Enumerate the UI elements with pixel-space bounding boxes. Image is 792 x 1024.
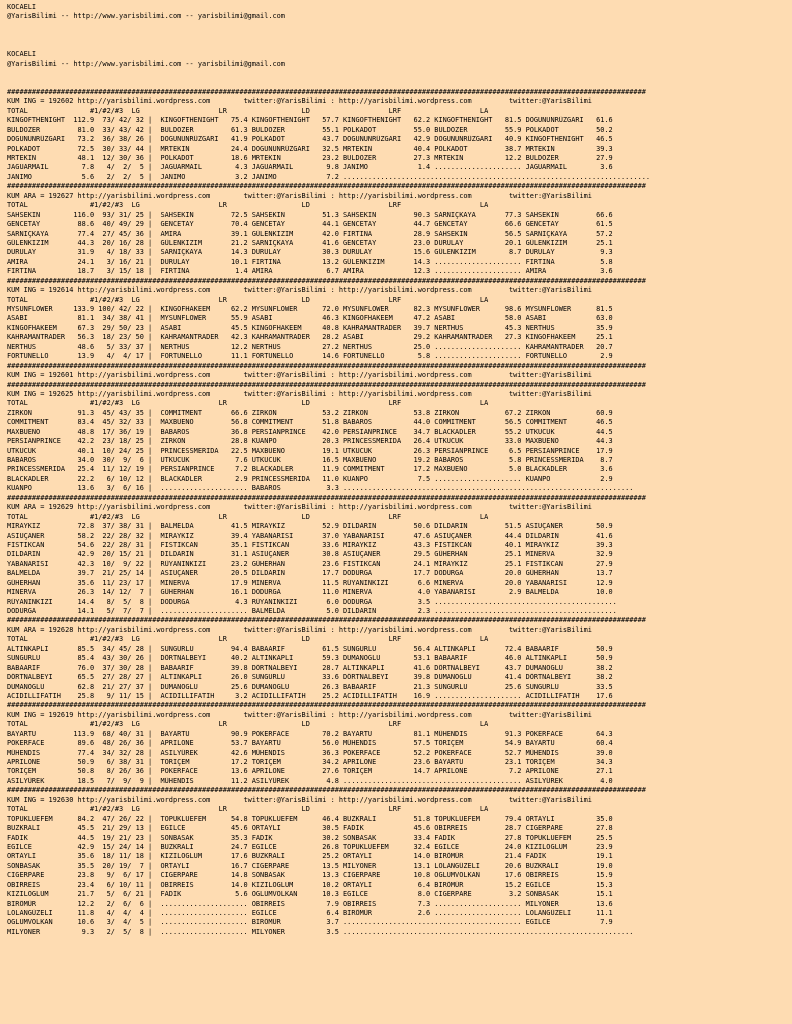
text-line: ZIRKON 91.3 45/ 43/ 35 | COMMITMENT 66.6 ZIRKON 53.2 ZIRKON 53.8 ZIRKON 67.2 ZIRKON 60.9 bbox=[7, 408, 613, 417]
text-line: FADIK 44.5 19/ 21/ 23 | SONBASAK 35.3 FADIK 30.2 SONBASAK 33.4 FADIK 27.8 TOPUKLUEFEM 25.5 bbox=[7, 833, 613, 842]
text-line: ########################################################################################################################################################## bbox=[7, 361, 646, 370]
text-line: DUMANOGLU 62.8 21/ 27/ 37 | DUMANOGLU 25.6 DUMANOGLU 26.3 BABAARIF 21.3 SUNGURLU 25.6 SUNGURLU 33.5 bbox=[7, 682, 613, 691]
text-line: LOLANGÜZELI 11.8 4/ 4/ 4 | ..................... EGILCE 6.4 BIRÖMÜR 2.6 ..................... LOLANGÜZELI 11.1 bbox=[7, 909, 613, 917]
text-line: BULDOZER 81.0 33/ 43/ 42 | BULDOZER 61.3 BULDOZER 55.1 POLKADOT 55.0 BULDOZER 55.9 POLKADOT 50.2 bbox=[7, 125, 613, 134]
text-line: DODURGA 14.1 5/ 7/ 7 | ..................... BALMELDA 5.0 DILDARIN 2.3 ............................................ bbox=[7, 607, 617, 615]
text-line: GENCETAY 88.6 40/ 49/ 29 | GENCETAY 70.4 GENCETAY 44.1 GENCETAY 44.7 GENCETAY 66.6 GENCETAY 61.5 bbox=[7, 220, 613, 229]
text-line: GÜLENKIZIM 44.3 20/ 16/ 28 | GÜLENKIZIM 21.2 SARNIÇKAYA 41.6 GENCETAY 23.0 DURULAY 20.1 GÜLENKIZIM 25.1 bbox=[7, 238, 613, 247]
text-line: KUM ING = 192614 http://yarisbilimi.wordpress.com twitter:@YarisBilimi : http://yarisbilimi.wordpress.com twitter:@YarisBilimi bbox=[7, 286, 592, 295]
text-line: TOTAL #1/#2/#3 LG LR LD LRF LA bbox=[7, 635, 489, 644]
text-line: DÖRTNALBEYI 65.5 27/ 28/ 27 | ALTINKAPLI 26.0 SUNGURLU 33.6 DÖRTNALBEYI 39.8 DUMANOGLU 41.4 DÖRTNALBEYI 38.2 bbox=[7, 673, 613, 682]
text-line: MILYONER 9.3 2/ 5/ 8 | ..................... MILYONER 3.5 ...................................................................... bbox=[7, 927, 634, 936]
text-line: TOTAL #1/#2/#3 LG LR LD LRF LA bbox=[7, 295, 489, 304]
text-line: APRILONE 50.9 6/ 38/ 31 | TORIÇEM 17.2 TORIÇEM 34.2 APRILONE 23.6 BAYARTU 23.1 TORIÇEM 34.3 bbox=[7, 758, 613, 766]
text-line: TORIÇEM 50.8 8/ 26/ 36 | POKERFACE 13.6 APRILONE 27.6 TORIÇEM 14.7 APRILONE 7.2 APRILONE 27.1 bbox=[7, 767, 613, 776]
text-line bbox=[7, 41, 792, 50]
text-line: KOCAELI bbox=[7, 50, 37, 59]
text-line: SARNIÇKAYA 77.4 27/ 45/ 36 | AMIRA 39.1 GÜLENKIZIM 42.0 FIRTINA 28.9 SAHSEKIN 56.5 SARNIÇKAYA 57.2 bbox=[7, 229, 613, 238]
text-line: TOTAL #1/#2/#3 LG LR LD LRF LA bbox=[7, 720, 489, 729]
text-line: ########################################################################################################################################################## bbox=[7, 182, 646, 191]
text-line: JANIMO 5.6 2/ 2/ 5 | JANIMO 3.2 JANIMO 7.2 .......................................................................... bbox=[7, 172, 651, 181]
text-line: ########################################################################################################################################################## bbox=[7, 276, 646, 285]
text-line: BAYARTU 113.9 68/ 40/ 31 | BAYARTU 90.9 POKERFACE 70.2 BAYARTU 81.1 MÜHENDIS 91.3 POKERFACE 64.3 bbox=[7, 729, 613, 738]
text-line: KINGOFHAKEEM 67.3 29/ 50/ 23 | ASABI 45.5 KINGOFHAKEEM 40.8 KAHRAMANTRADER 39.7 NERTHUS 45.3 NERTHUS 35.9 bbox=[7, 323, 613, 332]
text-line: ASABI 81.1 34/ 38/ 41 | MYSUNFLOWER 55.9 ASABI 46.3 KINGOFHAKEEM 47.2 ASABI 58.0 ASABI 63.0 bbox=[7, 314, 613, 323]
text-line: DOGUNUNRÜZGARI 73.2 36/ 38/ 26 | DOGUNUNRÜZGARI 41.9 POLKADOT 43.7 DOGUNUNRÜZGARI 42.9 DOGUNUNRÜZGARI 40.9 KINGOFTHENIGHT 46.5 bbox=[7, 135, 613, 144]
text-line: ALTINKAPLI 85.5 34/ 45/ 28 | SUNGURLU 94.4 BABAARIF 61.5 SUNGURLU 56.4 ALTINKAPLI 72.4 BABAARIF 50.9 bbox=[7, 644, 613, 653]
text-line: BLACKADLER 22.2 6/ 10/ 12 | BLACKADLER 2.9 PRINCESSMERIDA 11.0 KUANPO 7.5 ..................... KUANPO 2.9 bbox=[7, 474, 613, 483]
text-line: TOTAL #1/#2/#3 LG LR LD LRF LA bbox=[7, 805, 489, 814]
text-line: KUM ARA = 192627 http://yarisbilimi.wordpress.com twitter:@YarisBilimi : http://yarisbilimi.wordpress.com twitter:@YarisBilimi bbox=[7, 191, 592, 200]
text-line: MINERVA 26.3 14/ 12/ 7 | GÜHERHAN 16.1 DODURGA 11.0 MINERVA 4.0 YABANARISI 2.9 BALMELDA 10.0 bbox=[7, 588, 613, 597]
text-line: SONBASAK 35.5 20/ 19/ 7 | ORTAYLI 16.7 CIGERPARE 13.5 MILYONER 13.1 LOLANGÜZELI 20.6 BUZKRALI 19.0 bbox=[7, 861, 613, 870]
text-line: FIRTINA 18.7 3/ 15/ 18 | FIRTINA 1.4 AMIRA 6.7 AMIRA 12.3 ..................... AMIRA 3.6 bbox=[7, 267, 613, 276]
text-line: UTKUCUK 40.1 10/ 24/ 25 | PRINCESSMERIDA 22.5 MAXBUENO 19.1 UTKUCUK 26.3 PERSIANPRINCE 6.5 PERSIANPRINCE 17.9 bbox=[7, 446, 613, 455]
text-line: KUM ING = 192630 http://yarisbilimi.wordpress.com twitter:@YarisBilimi : http://yarisbilimi.wordpress.com twitter:@YarisBilimi bbox=[7, 795, 592, 804]
text-line: MYSUNFLOWER 133.9 100/ 42/ 22 | KINGOFHAKEEM 62.2 MYSUNFLOWER 72.0 MYSUNFLOWER 82.3 MYSUNFLOWER 98.6 MYSUNFLOWER 81.5 bbox=[7, 305, 613, 313]
text-line: BIRÖMÜR 12.2 2/ 6/ 6 | ..................... OBIRREIS 7.9 OBIRREIS 7.3 ..................... MILYONER 13.6 bbox=[7, 899, 613, 908]
text-line: RÜYANINKIZI 14.4 8/ 5/ 8 | DODURGA 4.3 RÜYANINKIZI 6.0 DODURGA 3.5 ............................................ bbox=[7, 597, 617, 606]
text-line: AMIRA 24.1 3/ 16/ 21 | DURULAY 10.1 FIRTINA 13.2 GÜLENKIZIM 14.3 ..................... FIRTINA 5.8 bbox=[7, 257, 613, 266]
text-line: @YarisBilimi -- http://www.yarisbilimi.com -- yarisbilimi@gmail.com bbox=[7, 59, 285, 68]
text-line: KINGOFTHENIGHT 112.9 73/ 42/ 32 | KINGOFTHENIGHT 75.4 KINGOFTHENIGHT 57.7 KINGOFTHENIGHT 62.2 KINGOFTHENIGHT 81.5 DOGUNUNRÜZGARI 61.6 bbox=[7, 116, 613, 125]
text-line: POLKADOT 72.5 30/ 33/ 44 | MRTEKIN 24.4 DOGUNUNRÜZGARI 32.5 MRTEKIN 40.4 POLKADOT 38.7 MRTEKIN 39.3 bbox=[7, 144, 613, 153]
text-line: KUM ING = 192601 http://yarisbilimi.wordpress.com twitter:@YarisBilimi : http://yarisbilimi.wordpress.com twitter:@YarisBilimi bbox=[7, 371, 592, 380]
text-line bbox=[7, 31, 792, 40]
text-line: KOCAELI bbox=[7, 3, 37, 11]
text-line: TOPUKLUEFEM 84.2 47/ 26/ 22 | TOPUKLUEFEM 54.8 TOPUKLUEFEM 46.4 BUZKRALI 51.8 TOPUKLUEFEM 79.4 ORTAYLI 35.0 bbox=[7, 814, 613, 823]
text-line: MAXBUENO 48.8 17/ 36/ 19 | BABAROS 36.8 PERSIANPRINCE 42.0 PERSIANPRINCE 34.7 BLACKADLER 55.2 UTKUCUK 44.5 bbox=[7, 427, 613, 436]
text-line: TOTAL #1/#2/#3 LG LR LD LRF LA bbox=[7, 512, 489, 521]
text-line: ASILYÜREK 18.5 7/ 9/ 9 | MÜHENDIS 11.2 ASILYÜREK 4.8 ........................................... ASILYÜREK 4.0 bbox=[7, 776, 613, 785]
text-line bbox=[7, 79, 792, 88]
text-line: FISTIKCAN 54.6 22/ 28/ 31 | FISTIKCAN 35.1 FISTIKCAN 33.6 MIRAYKIZ 43.3 FISTIKCAN 40.1 MIRAYKIZ 39.3 bbox=[7, 540, 613, 549]
text-line: MIRAYKIZ 72.8 37/ 38/ 31 | BALMELDA 41.5 MIRAYKIZ 52.9 DILDARIN 50.6 DILDARIN 51.5 ASIUÇANER 50.9 bbox=[7, 522, 613, 531]
text-line: ACIDILLIFATIH 25.8 9/ 11/ 15 | ACIDILLIFATIH 3.2 ACIDILLIFATIH 25.2 ACIDILLIFATIH 16.9 ..................... ACIDILLIFATIH 17.6 bbox=[7, 691, 613, 700]
text-line: CIGERPARE 23.8 9/ 6/ 17 | CIGERPARE 14.8 SONBASAK 13.3 CIGERPARE 10.8 OGLUMVOLKAN 17.6 OBIRREIS 15.9 bbox=[7, 871, 613, 880]
text-line: BUZKRALI 45.5 21/ 29/ 13 | EGILCE 45.6 ORTAYLI 30.5 FADIK 45.6 OBIRREIS 28.7 CIGERPARE 27.8 bbox=[7, 824, 613, 833]
text-line: ########################################################################################################################################################## bbox=[7, 493, 646, 502]
text-line: BABAROS 34.0 30/ 9/ 6 | UTKUCUK 7.6 UTKUCUK 16.5 MAXBUENO 19.2 BABAROS 5.8 PRINCESSMERIDA 8.7 bbox=[7, 456, 613, 464]
text-line: KUM ING = 192619 http://yarisbilimi.wordpress.com twitter:@YarisBilimi : http://yarisbilimi.wordpress.com twitter:@YarisBilimi bbox=[7, 710, 592, 719]
text-line: PERSIANPRINCE 42.2 23/ 18/ 25 | ZIRKON 28.8 KUANPO 20.3 PRINCESSMERIDA 26.4 UTKUCUK 33.0 MAXBUENO 44.3 bbox=[7, 437, 613, 446]
text-line: NERTHUS 48.6 5/ 33/ 37 | NERTHUS 12.2 NERTHUS 27.2 NERTHUS 25.0 ..................... KAHRAMANTRADER 20.7 bbox=[7, 342, 613, 351]
text-line: DURULAY 31.9 4/ 18/ 33 | SARNIÇKAYA 14.3 DURULAY 30.3 DURULAY 15.6 GÜLENKIZIM 8.7 DURULAY 9.3 bbox=[7, 248, 613, 257]
text-line: GÜHERHAN 35.6 11/ 23/ 17 | MINERVA 17.9 MINERVA 11.5 RÜYANINKIZI 6.6 MINERVA 20.0 YABANARISI 12.9 bbox=[7, 578, 613, 587]
text-line: EGILCE 42.9 15/ 24/ 14 | BUZKRALI 24.7 EGILCE 26.8 TOPUKLUEFEM 32.4 EGILCE 24.0 KIZILOGLUM 23.9 bbox=[7, 842, 613, 851]
text-line: KUM ARA = 192629 http://yarisbilimi.wordpress.com twitter:@YarisBilimi : http://yarisbilimi.wordpress.com twitter:@YarisBilimi bbox=[7, 503, 592, 512]
text-line: FORTUNELLO 13.9 4/ 4/ 17 | FORTUNELLO 11.1 FORTUNELLO 14.6 FORTUNELLO 5.8 ..................... FORTUNELLO 2.9 bbox=[7, 352, 613, 361]
text-line: SUNGURLU 85.4 43/ 30/ 26 | DÖRTNALBEYI 40.2 ALTINKAPLI 59.3 DUMANOGLU 53.1 BABAARIF 46.0 ALTINKAPLI 50.9 bbox=[7, 654, 613, 663]
text-line: COMMITMENT 83.4 45/ 32/ 33 | MAXBUENO 56.8 COMMITMENT 51.8 BABAROS 44.0 COMMITMENT 56.5 COMMITMENT 46.5 bbox=[7, 418, 613, 427]
text-line: ########################################################################################################################################################## bbox=[7, 786, 646, 795]
text-line: DILDARIN 42.9 20/ 15/ 21 | DILDARIN 31.1 ASIUÇANER 30.8 ASIUÇANER 29.5 GÜHERHAN 25.1 MINERVA 32.9 bbox=[7, 550, 613, 559]
text-line: ########################################################################################################################################################## bbox=[7, 380, 646, 389]
text-line: KUM ING = 192602 http://yarisbilimi.wordpress.com twitter:@YarisBilimi : http://yarisbilimi.wordpress.com twitter:@YarisBilimi bbox=[7, 97, 592, 106]
text-line: TOTAL #1/#2/#3 LG LR LD LRF LA bbox=[7, 106, 489, 115]
text-line: SAHSEKIN 116.0 93/ 31/ 25 | SAHSEKIN 72.5 SAHSEKIN 51.3 SAHSEKIN 90.3 SARNIÇKAYA 77.3 SAHSEKIN 66.6 bbox=[7, 210, 613, 219]
text-line: KAHRAMANTRADER 56.3 18/ 23/ 50 | KAHRAMANTRADER 42.3 KAHRAMANTRADER 28.2 ASABI 29.2 KAHRAMANTRADER 27.3 KINGOFHAKEEM 25.1 bbox=[7, 333, 613, 342]
text-line: KUANPO 13.6 3/ 6/ 16 | ..................... BABAROS 3.3 ...................................................................... bbox=[7, 484, 634, 493]
text-line: TOTAL #1/#2/#3 LG LR LD LRF LA bbox=[7, 399, 489, 408]
text-line: JAGUARMAIL 7.8 4/ 2/ 5 | JAGUARMAIL 4.3 JAGUARMAIL 9.8 JANIMO 1.4 ..................... JAGUARMAIL 3.6 bbox=[7, 163, 613, 172]
text-line: ORTAYLI 35.6 18/ 11/ 18 | KIZILOGLUM 17.6 BUZKRALI 25.2 ORTAYLI 14.0 BIRÖMÜR 21.4 FADIK 19.1 bbox=[7, 852, 613, 861]
text-line: KUM ING = 192625 http://yarisbilimi.wordpress.com twitter:@YarisBilimi : http://yarisbilimi.wordpress.com twitter:@YarisBilimi bbox=[7, 389, 592, 398]
text-line: KIZILOGLUM 21.7 5/ 6/ 21 | FADIK 5.6 OGLUMVOLKAN 10.3 EGILCE 8.0 CIGERPARE 3.2 SONBASAK 15.1 bbox=[7, 890, 613, 899]
text-line: OBIRREIS 23.4 6/ 10/ 11 | OBIRREIS 14.0 KIZILOGLUM 10.2 ORTAYLI 6.4 BIRÖMÜR 15.2 EGILCE 15.3 bbox=[7, 880, 613, 889]
text-line: MRTEKIN 48.1 12/ 30/ 36 | POLKADOT 18.6 MRTEKIN 23.2 BULDOZER 27.3 MRTEKIN 12.2 BULDOZER 27.9 bbox=[7, 154, 613, 162]
text-line: POKERFACE 89.6 48/ 26/ 36 | APRILONE 53.7 BAYARTU 56.0 MÜHENDIS 57.5 TORIÇEM 54.9 BAYARTU 60.4 bbox=[7, 739, 613, 748]
text-line: TOTAL #1/#2/#3 LG LR LD LRF LA bbox=[7, 201, 489, 210]
text-line: PRINCESSMERIDA 25.4 11/ 12/ 19 | PERSIANPRINCE 7.2 BLACKADLER 11.9 COMMITMENT 17.2 MAXBUENO 5.0 BLACKADLER 3.6 bbox=[7, 465, 613, 474]
text-line: MÜHENDIS 77.4 34/ 32/ 28 | ASILYÜREK 42.6 MÜHENDIS 36.3 POKERFACE 52.2 POKERFACE 52.7 MÜHENDIS 39.0 bbox=[7, 748, 613, 757]
text-line: ASIUÇANER 58.2 22/ 28/ 32 | MIRAYKIZ 39.4 YABANARISI 37.0 YABANARISI 47.6 ASIUÇANER 44.4 DILDARIN 41.6 bbox=[7, 531, 613, 540]
text-line bbox=[7, 69, 792, 78]
text-line: YABANARISI 42.3 10/ 9/ 22 | RÜYANINKIZI 23.2 GÜHERHAN 23.6 FISTIKCAN 24.1 MIRAYKIZ 25.1 FISTIKCAN 27.9 bbox=[7, 559, 613, 568]
text-line: BALMELDA 39.7 21/ 25/ 14 | ASIUÇANER 20.5 DILDARIN 17.7 DODURGA 17.7 DODURGA 20.0 GÜHERHAN 13.7 bbox=[7, 569, 613, 578]
text-line: KUM ARA = 192628 http://yarisbilimi.wordpress.com twitter:@YarisBilimi : http://yarisbilimi.wordpress.com twitter:@YarisBilimi bbox=[7, 625, 592, 634]
text-line: @YarisBilimi -- http://www.yarisbilimi.com -- yarisbilimi@gmail.com bbox=[7, 12, 285, 21]
text-line: ########################################################################################################################################################## bbox=[7, 616, 646, 625]
text-line: ########################################################################################################################################################## bbox=[7, 701, 646, 710]
text-line: OGLUMVOLKAN 10.6 3/ 4/ 5 | ..................... BIRÖMÜR 3.7 ........................................... EGILCE 7.9 bbox=[7, 918, 613, 927]
text-line bbox=[7, 22, 792, 31]
text-line: ########################################################################################################################################################## bbox=[7, 87, 646, 96]
text-line: BABAARIF 76.0 37/ 30/ 28 | BABAARIF 39.8 DÖRTNALBEYI 28.7 ALTINKAPLI 41.6 DÖRTNALBEYI 43.7 DUMANOGLU 38.2 bbox=[7, 663, 613, 672]
